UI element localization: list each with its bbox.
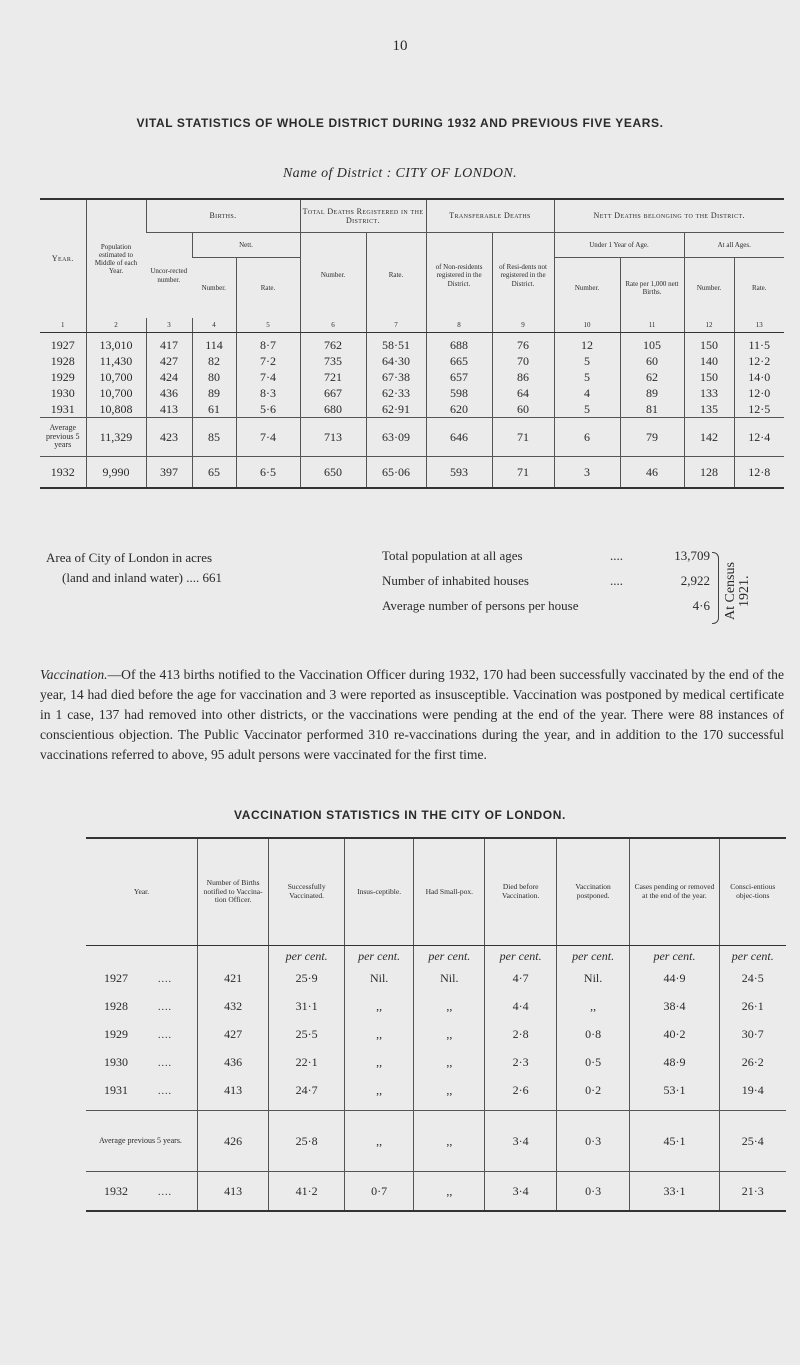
table-cell: 3·4 [485, 1172, 556, 1212]
table-cell: 45·1 [630, 1111, 719, 1172]
unit-cell: per cent. [414, 946, 485, 965]
header-nett: Nett. [192, 233, 300, 258]
header-u1-rate: Rate per 1,000 nett Births. [620, 258, 684, 319]
table-cell: Nil. [556, 964, 630, 992]
table-cell: 1929 [50, 369, 75, 384]
table-cell: 0·7 [345, 1172, 414, 1212]
table-cell: 85 [192, 418, 236, 457]
table-cell: 762 [300, 333, 366, 354]
table-cell [197, 946, 268, 965]
table-cell: 41·2 [269, 1172, 345, 1212]
table-row [86, 992, 786, 1020]
table-cell: 62·91 [366, 401, 426, 418]
table-cell: 417 [146, 333, 192, 354]
table-cell: 593 [426, 457, 492, 489]
table-cell: 8·3 [236, 385, 300, 401]
year-dots: .... [158, 1001, 172, 1013]
table-cell: 12·5 [734, 401, 784, 418]
unit-cell: per cent. [719, 946, 786, 965]
year-label: 1931 [104, 1082, 128, 1097]
table-cell: 33·1 [630, 1172, 719, 1212]
table-cell: 1932 [40, 457, 86, 489]
column-number: 6 [300, 318, 366, 333]
table-cell: 11,430 [86, 353, 146, 369]
table-cell: 71 [492, 418, 554, 457]
table-cell: 12 [554, 333, 620, 354]
table-cell: 61 [192, 401, 236, 418]
table-cell: Nil. [345, 964, 414, 992]
table-cell: 7·2 [236, 353, 300, 369]
unit-row [86, 946, 786, 965]
table-cell: 79 [620, 418, 684, 457]
table-cell: 25·4 [719, 1111, 786, 1172]
table-cell: 135 [684, 401, 734, 418]
header-under-1: Under 1 Year of Age. [554, 233, 684, 258]
table-cell: 413 [197, 1076, 268, 1104]
table-cell: 71 [492, 457, 554, 489]
table-cell: 424 [146, 369, 192, 385]
table-cell: 30·7 [719, 1020, 786, 1048]
table-cell: ,, [345, 992, 414, 1020]
vaccination-header: Year. [86, 838, 197, 946]
table-cell: ,, [414, 1076, 485, 1104]
year-cell [86, 1048, 197, 1076]
page-title: VITAL STATISTICS OF WHOLE DISTRICT DURING 1932 AND PREVIOUS FIVE YEARS. [136, 116, 664, 130]
table-cell: 82 [192, 353, 236, 369]
column-number: 7 [366, 318, 426, 333]
table-cell: 688 [426, 333, 492, 354]
year-label: 1927 [104, 970, 128, 985]
table-cell: 38·4 [630, 992, 719, 1020]
table-cell: 12·8 [734, 457, 784, 489]
census-item-label: Number of inhabited houses [382, 573, 529, 588]
vital-statistics-table [40, 198, 784, 489]
header-non-residents: of Non-residents registered in the District. [426, 233, 492, 319]
year-cell [86, 1172, 197, 1212]
table-cell: 48·9 [630, 1048, 719, 1076]
table-cell: 5 [554, 353, 620, 369]
table-cell: 646 [426, 418, 492, 457]
table-cell: 427 [146, 353, 192, 369]
table-cell: 24·7 [269, 1076, 345, 1104]
vaccination-body: —Of the 413 births notified to the Vaccination Officer during 1932, 170 had been successfully vaccinated by the end of the year, 14 had died before the age for vaccination and 3 were reported as insusceptible. Vaccination was postponed by medical certificate in 1 case, 137 had removed into other districts, or the vaccinations were pending at the end of the year. There were 88 instances of conscientious objection. The Public Vaccinator performed 310 re-vaccinations during the year, and in addition to the 170 successful vaccinations referred to above, 95 adult persons were vaccinated for the first time. [40, 667, 784, 762]
header-all-number: Number. [684, 258, 734, 319]
table-cell: 63·09 [366, 418, 426, 457]
header-residents-not: of Resi-dents not registered in the District. [492, 233, 554, 319]
table-cell: 46 [620, 457, 684, 489]
header-births-rate: Rate. [236, 258, 300, 319]
area-dots: .... [186, 570, 200, 585]
year-cell [86, 992, 197, 1020]
vaccination-header: Consci-entious objec-tions [719, 838, 786, 946]
census-bracket [712, 552, 719, 624]
table-cell: 0·3 [556, 1111, 630, 1172]
table-cell: 60 [620, 353, 684, 369]
census-label: At Census 1921. [723, 562, 752, 620]
table-cell: 10,700 [86, 369, 146, 385]
table-cell: 4 [554, 385, 620, 401]
table-cell: 1930 [50, 385, 75, 400]
year-dots: .... [158, 973, 172, 985]
table-cell: 436 [146, 385, 192, 401]
table-cell: 436 [197, 1048, 268, 1076]
table-cell: ,, [345, 1111, 414, 1172]
table-cell: 2·6 [485, 1076, 556, 1104]
area-line-2-text: (land and inland water) [62, 570, 183, 585]
header-deaths-rate: Rate. [366, 233, 426, 319]
current-year-row [86, 1172, 786, 1212]
column-number: 3 [146, 318, 192, 333]
header-year: Year. [51, 254, 74, 264]
table-cell: 5·6 [236, 401, 300, 418]
vaccination-table-title: VACCINATION STATISTICS IN THE CITY OF LONDON. [234, 808, 566, 822]
column-number: 13 [734, 318, 784, 333]
table-cell: 4·4 [485, 992, 556, 1020]
column-number: 5 [236, 318, 300, 333]
vaccination-header: Cases pending or removed at the end of the year. [630, 838, 719, 946]
table-cell: 1928 [50, 353, 75, 368]
table-cell: 6·5 [236, 457, 300, 489]
header-births: Births. [146, 199, 300, 233]
table-cell: 1927 [50, 337, 75, 352]
table-cell: 0·8 [556, 1020, 630, 1048]
table-cell: 721 [300, 369, 366, 385]
column-number: 8 [426, 318, 492, 333]
table-cell: 9,990 [86, 457, 146, 489]
table-cell: 12·0 [734, 385, 784, 401]
table-cell: ,, [345, 1020, 414, 1048]
table-cell: 24·5 [719, 964, 786, 992]
table-cell: ,, [345, 1048, 414, 1076]
table-cell: 598 [426, 385, 492, 401]
table-cell: 31·1 [269, 992, 345, 1020]
table-cell: 150 [684, 369, 734, 385]
table-cell: 21·3 [719, 1172, 786, 1212]
table-cell: 6 [554, 418, 620, 457]
census-item-value: 4·6 [692, 598, 710, 613]
census-item [382, 573, 722, 598]
table-cell: 14·0 [734, 369, 784, 385]
census-item-dots: .... [610, 548, 623, 563]
census-item-label: Average number of persons per house [382, 598, 579, 613]
table-row [40, 369, 784, 385]
table-cell: 3 [554, 457, 620, 489]
average-row [40, 418, 784, 457]
area-line-1: Area of City of London in acres [46, 550, 213, 565]
table-cell: 105 [620, 333, 684, 354]
table-cell: 89 [620, 385, 684, 401]
table-cell: 1931 [50, 401, 75, 416]
table-row [40, 353, 784, 369]
table-cell: 5 [554, 369, 620, 385]
year-cell [86, 1020, 197, 1048]
column-number: 9 [492, 318, 554, 333]
district-name: Name of District : CITY OF LONDON. [282, 166, 518, 181]
table-cell: 89 [192, 385, 236, 401]
area-note [46, 548, 306, 588]
table-cell: 40·2 [630, 1020, 719, 1048]
column-number: 1 [40, 318, 86, 333]
table-cell: 12·4 [734, 418, 784, 457]
column-number: 4 [192, 318, 236, 333]
table-cell: ,, [414, 1020, 485, 1048]
table-cell: 413 [197, 1172, 268, 1212]
table-cell: 19·4 [719, 1076, 786, 1104]
table-cell: 142 [684, 418, 734, 457]
census-item-value: 13,709 [674, 548, 710, 563]
vaccination-header: Number of Births notified to Vaccina-tion Officer. [197, 838, 268, 946]
vaccination-header: Successfully Vaccinated. [269, 838, 345, 946]
table-cell: 413 [146, 401, 192, 418]
table-cell: 427 [197, 1020, 268, 1048]
census-item-dots: .... [610, 573, 623, 588]
unit-cell: per cent. [630, 946, 719, 965]
page-number: 10 [392, 38, 408, 54]
table-row [40, 333, 784, 354]
vaccination-table [86, 837, 786, 1212]
table-cell: 76 [492, 333, 554, 354]
census-item [382, 598, 722, 623]
column-number: 12 [684, 318, 734, 333]
year-dots: .... [158, 1029, 172, 1041]
table-cell [86, 946, 197, 965]
table-cell: 65·06 [366, 457, 426, 489]
table-cell: 70 [492, 353, 554, 369]
unit-cell: per cent. [556, 946, 630, 965]
census-item [382, 548, 722, 573]
table-cell: 0·2 [556, 1076, 630, 1104]
table-cell: 65 [192, 457, 236, 489]
table-cell: ,, [414, 1172, 485, 1212]
table-cell: 64 [492, 385, 554, 401]
table-cell: ,, [345, 1076, 414, 1104]
year-dots: .... [158, 1186, 172, 1198]
table-cell: 80 [192, 369, 236, 385]
table-cell: ,, [414, 992, 485, 1020]
header-uncorrected: Uncor-rected number. [150, 267, 188, 284]
table-cell: 7·4 [236, 418, 300, 457]
table-cell: 667 [300, 385, 366, 401]
header-nett-deaths: Nett Deaths belonging to the District. [554, 199, 784, 233]
vaccination-header: Died before Vaccination. [485, 838, 556, 946]
table-cell: 397 [146, 457, 192, 489]
table-cell: 53·1 [630, 1076, 719, 1104]
table-row [86, 1020, 786, 1048]
table-cell: 10,808 [86, 401, 146, 418]
header-deaths-number: Number. [300, 233, 366, 319]
column-number: 2 [86, 318, 146, 333]
year-label: 1928 [104, 998, 128, 1013]
table-cell: 13,010 [86, 333, 146, 354]
header-u1-number: Number. [554, 258, 620, 319]
table-row [86, 964, 786, 992]
table-cell: 62 [620, 369, 684, 385]
year-label: 1932 [104, 1183, 128, 1198]
average-row [86, 1111, 786, 1172]
table-cell: 4·7 [485, 964, 556, 992]
vaccination-header: Vaccination postponed. [556, 838, 630, 946]
column-number: 11 [620, 318, 684, 333]
header-transferable-deaths: Transferable Deaths [426, 199, 554, 233]
table-cell: 22·1 [269, 1048, 345, 1076]
table-cell: 150 [684, 333, 734, 354]
table-cell: 25·9 [269, 964, 345, 992]
table-row [86, 1076, 786, 1104]
unit-cell: per cent. [485, 946, 556, 965]
table-cell: 81 [620, 401, 684, 418]
header-all-ages: At all Ages. [684, 233, 784, 258]
table-cell: 8·7 [236, 333, 300, 354]
table-cell: 713 [300, 418, 366, 457]
table-cell: 67·38 [366, 369, 426, 385]
unit-cell: per cent. [269, 946, 345, 965]
table-cell: Nil. [414, 964, 485, 992]
table-cell: 5 [554, 401, 620, 418]
table-cell: 7·4 [236, 369, 300, 385]
vaccination-header: Insus-ceptible. [345, 838, 414, 946]
table-cell: 86 [492, 369, 554, 385]
table-cell: 25·8 [269, 1111, 345, 1172]
table-cell: 2·3 [485, 1048, 556, 1076]
header-all-rate: Rate. [734, 258, 784, 319]
census-item-value: 2,922 [680, 573, 710, 588]
header-population: Population estimated to Middle of each Year. [86, 199, 146, 318]
table-cell: 44·9 [630, 964, 719, 992]
table-cell: 11,329 [86, 418, 146, 457]
average-label: Average previous 5 years [40, 418, 86, 457]
table-cell: 0·5 [556, 1048, 630, 1076]
vaccination-paragraph [40, 665, 784, 765]
table-cell: 140 [684, 353, 734, 369]
table-cell: 133 [684, 385, 734, 401]
area-value: 661 [202, 570, 222, 585]
table-cell: 657 [426, 369, 492, 385]
table-cell: 128 [684, 457, 734, 489]
table-cell: 12·2 [734, 353, 784, 369]
current-year-row [40, 457, 784, 489]
table-cell: 423 [146, 418, 192, 457]
unit-cell: per cent. [345, 946, 414, 965]
table-cell: 426 [197, 1111, 268, 1172]
header-births-number: Number. [201, 283, 226, 292]
year-label: 1930 [104, 1054, 128, 1069]
area-line-2 [46, 568, 306, 588]
average-label: Average previous 5 years. [86, 1111, 197, 1172]
table-cell: ,, [414, 1111, 485, 1172]
vaccination-heading: Vaccination. [40, 667, 108, 682]
table-cell: 58·51 [366, 333, 426, 354]
census-item-label: Total population at all ages [382, 548, 523, 563]
table-cell: 114 [192, 333, 236, 354]
column-number: 10 [554, 318, 620, 333]
table-cell: 680 [300, 401, 366, 418]
table-cell: 25·5 [269, 1020, 345, 1048]
year-dots: .... [158, 1085, 172, 1097]
table-cell: 2·8 [485, 1020, 556, 1048]
table-row [40, 385, 784, 401]
table-cell: ,, [414, 1048, 485, 1076]
table-cell: 650 [300, 457, 366, 489]
table-cell: 60 [492, 401, 554, 418]
table-cell: 26·2 [719, 1048, 786, 1076]
vaccination-header: Had Small-pox. [414, 838, 485, 946]
table-cell: 421 [197, 964, 268, 992]
table-cell: 620 [426, 401, 492, 418]
table-cell: 3·4 [485, 1111, 556, 1172]
year-dots: .... [158, 1057, 172, 1069]
table-cell: 665 [426, 353, 492, 369]
header-total-deaths: Total Deaths Registered in the District. [300, 199, 426, 233]
table-cell: 64·30 [366, 353, 426, 369]
year-cell [86, 964, 197, 992]
table-cell: 432 [197, 992, 268, 1020]
table-cell: 26·1 [719, 992, 786, 1020]
table-cell: 735 [300, 353, 366, 369]
table-cell: 10,700 [86, 385, 146, 401]
year-label: 1929 [104, 1026, 128, 1041]
table-cell: 0·3 [556, 1172, 630, 1212]
census-list [382, 548, 722, 623]
table-cell: ,, [556, 992, 630, 1020]
table-row [40, 401, 784, 418]
summary-block [0, 548, 800, 628]
table-row [86, 1048, 786, 1076]
table-cell: 11·5 [734, 333, 784, 354]
year-cell [86, 1076, 197, 1104]
table-cell: 62·33 [366, 385, 426, 401]
